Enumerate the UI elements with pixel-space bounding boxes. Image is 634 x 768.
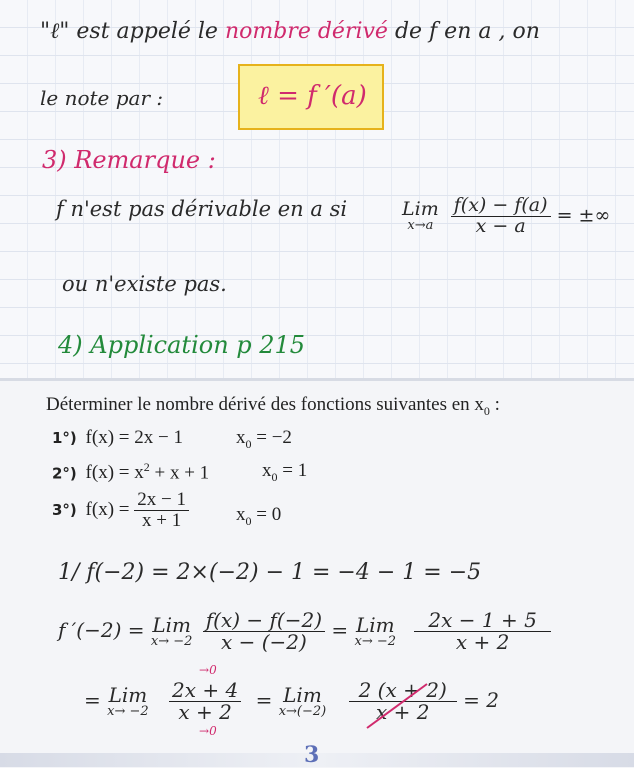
remark-line [56,197,347,221]
exercise-prompt [46,394,500,419]
quotient-num: 2x + 4 [169,680,241,702]
lim-sub: x→ −2 [150,634,193,649]
lim-sub: x→(−2) [278,704,327,719]
factored-den: x + 2 [375,700,430,724]
limit-block-1 [151,615,193,648]
page-number: 3 [304,742,320,768]
item-function-b: + x + 1 [149,462,210,484]
quotient-num: f(x) − f(−2) [203,610,325,632]
simplified-num: 2x − 1 + 5 [414,610,550,632]
item-3-fraction [134,490,189,531]
x0-value: = −2 [251,427,292,448]
lim-label: Lim [355,613,395,637]
remark-lim-sub: x→a [407,218,434,234]
item-number: 1°) [52,429,77,447]
derivative-lhs: f ′(−2) = [58,618,145,642]
remark-frac-num: f(x) − f(a) [451,196,551,217]
definition-text-1: "ℓ" est appelé le [40,19,218,44]
equals-sign: = [255,688,273,712]
definition-text-2: de f en a , on [394,19,540,44]
remark-limit [402,196,610,237]
item-function-sup: 2 [143,460,150,474]
quotient-den: x + 2 [178,700,232,724]
factored-quotient [349,680,457,723]
simplified-quotient [414,610,550,653]
equals-sign: = [331,618,349,642]
notebook-ruled-area [0,0,634,378]
x0-sub: 0 [271,469,278,484]
cancel-strike [367,682,427,732]
quotient-2x-plus-4 [169,663,241,739]
remark-title: 3) Remarque : [42,146,216,174]
x0-sub: 0 [245,436,252,451]
annotation-to-zero-bottom: →0 [199,724,217,739]
item-number: 2°) [52,464,77,483]
x0-value: = 0 [251,504,282,525]
lim-sub: x→ −2 [354,634,397,649]
exercise-prompt-text: Déterminer le nombre dérivé des fonctions suivantes en x [46,394,484,415]
solution-line-1: 1/ f(−2) = 2×(−2) − 1 = −4 − 1 = −5 [58,560,482,585]
item-3-x0 [236,504,281,529]
item-3-frac-den: x + 1 [142,509,182,531]
exercise-item-1 [52,427,183,449]
solution-line-3 [84,663,499,739]
x0-value: = 1 [277,460,308,481]
x0-label: x [262,460,272,481]
limit-block-3 [107,685,149,718]
application-title: 4) Application p 215 [58,331,306,359]
item-number: 3°) [52,500,77,519]
lim-sub: x→ −2 [107,704,149,719]
equals-sign: = [84,688,101,712]
lim-label: Lim [152,613,191,637]
x0-sub: 0 [245,513,252,528]
limit-block-2 [355,615,397,648]
remark-fraction [451,196,551,237]
remark-lim-label: Lim [402,198,439,221]
item-2-x0 [262,460,307,485]
item-3-frac-num: 2x − 1 [134,490,189,511]
item-function-a: f(x) = x [85,462,144,484]
annotation-to-zero-top: →0 [199,663,217,677]
remark-lim-block [402,200,439,232]
difference-quotient [203,610,325,653]
limit-block-4 [279,685,327,718]
remark-text: f n'est pas dérivable en a si [56,197,348,221]
x0-label: x [236,504,246,525]
remark-line-2: ou n'existe pas. [62,272,227,296]
factored-num: 2 (x + 2) [349,680,457,702]
notation-line: le note par : [40,86,164,110]
x0-label: x [236,427,246,448]
remark-frac-den: x − a [475,214,526,237]
item-function-pre: f(x) = [85,498,130,520]
exercise-item-2 [52,460,209,484]
item-function: f(x) = 2x − 1 [85,427,183,448]
remark-result: = ±∞ [556,204,611,227]
exercise-prompt-end: : [489,394,500,415]
solution-line-2 [58,610,551,653]
exercise-prompt-sub: 0 [483,403,490,418]
item-1-x0 [236,427,292,452]
definition-line [40,18,540,44]
boxed-formula: ℓ = f ′(a) [258,81,367,111]
simplified-den: x + 2 [455,630,510,654]
exercise-item-3 [52,490,189,531]
quotient-den: x − (−2) [220,630,307,654]
lim-label: Lim [108,683,148,707]
lim-label: Lim [283,683,322,707]
definition-term: nombre dérivé [224,19,388,44]
final-result: = 2 [463,688,499,712]
section-divider [0,378,634,381]
